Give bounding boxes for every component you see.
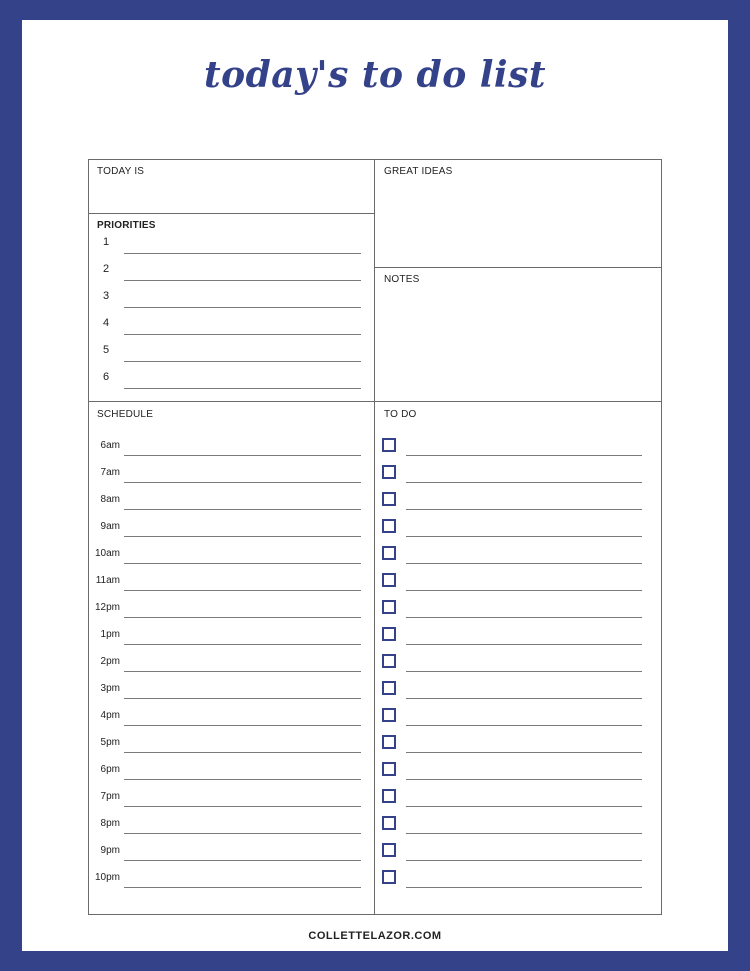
schedule-time: 7am <box>100 467 120 478</box>
priority-line[interactable] <box>124 334 361 335</box>
priority-line[interactable] <box>124 388 361 389</box>
schedule-time: 8am <box>100 494 120 505</box>
page-title: today's to do list <box>203 54 547 96</box>
schedule-line[interactable] <box>124 536 361 537</box>
priorities-label: PRIORITIES <box>97 220 156 231</box>
grid-divider-ideas <box>374 267 662 268</box>
todo-line[interactable] <box>406 887 642 888</box>
priority-line[interactable] <box>124 361 361 362</box>
schedule-line[interactable] <box>124 860 361 861</box>
schedule-line[interactable] <box>124 671 361 672</box>
schedule-time: 10pm <box>94 872 120 883</box>
todo-checkbox[interactable] <box>382 654 396 668</box>
schedule-line[interactable] <box>124 779 361 780</box>
todo-checkbox[interactable] <box>382 735 396 749</box>
schedule-line[interactable] <box>124 698 361 699</box>
notes-label: NOTES <box>384 274 420 285</box>
todo-checkbox[interactable] <box>382 816 396 830</box>
schedule-line[interactable] <box>124 617 361 618</box>
todo-line[interactable] <box>406 590 642 591</box>
priority-number: 5 <box>103 344 110 356</box>
todo-checkbox[interactable] <box>382 492 396 506</box>
grid-center-divider <box>374 159 375 915</box>
schedule-time: 1pm <box>100 629 120 640</box>
great-ideas-label: GREAT IDEAS <box>384 166 453 177</box>
todo-line[interactable] <box>406 833 642 834</box>
schedule-line[interactable] <box>124 644 361 645</box>
grid-divider-schedule <box>88 401 662 402</box>
today-is-label: TODAY IS <box>97 166 145 177</box>
todo-checkbox[interactable] <box>382 681 396 695</box>
schedule-time: 6pm <box>100 764 120 775</box>
schedule-time: 2pm <box>100 656 120 667</box>
todo-line[interactable] <box>406 779 642 780</box>
planner-grid <box>88 159 662 915</box>
schedule-time: 8pm <box>100 818 120 829</box>
todo-checkbox[interactable] <box>382 546 396 560</box>
grid-divider-today <box>88 213 375 214</box>
todo-line[interactable] <box>406 725 642 726</box>
schedule-time: 9pm <box>100 845 120 856</box>
schedule-time: 5pm <box>100 737 120 748</box>
schedule-line[interactable] <box>124 509 361 510</box>
schedule-line[interactable] <box>124 563 361 564</box>
schedule-time: 7pm <box>100 791 120 802</box>
todo-checkbox[interactable] <box>382 438 396 452</box>
todo-line[interactable] <box>406 509 642 510</box>
todo-line[interactable] <box>406 671 642 672</box>
schedule-line[interactable] <box>124 887 361 888</box>
todo-checkbox[interactable] <box>382 519 396 533</box>
todo-checkbox[interactable] <box>382 465 396 479</box>
schedule-line[interactable] <box>124 590 361 591</box>
schedule-time: 11am <box>95 575 120 586</box>
todo-line[interactable] <box>406 536 642 537</box>
priority-number: 2 <box>103 263 110 275</box>
schedule-line[interactable] <box>124 833 361 834</box>
schedule-line[interactable] <box>124 752 361 753</box>
schedule-time: 6am <box>100 440 120 451</box>
schedule-label: SCHEDULE <box>97 409 154 420</box>
todo-line[interactable] <box>406 482 642 483</box>
schedule-time: 4pm <box>100 710 120 721</box>
schedule-line[interactable] <box>124 482 361 483</box>
priority-line[interactable] <box>124 280 361 281</box>
todo-line[interactable] <box>406 806 642 807</box>
todo-line[interactable] <box>406 644 642 645</box>
todo-checkbox[interactable] <box>382 600 396 614</box>
priority-number: 4 <box>103 317 110 329</box>
schedule-time: 3pm <box>100 683 120 694</box>
priority-number: 1 <box>103 236 110 248</box>
todo-checkbox[interactable] <box>382 843 396 857</box>
schedule-time: 9am <box>100 521 120 532</box>
schedule-time: 12pm <box>94 602 120 613</box>
priority-number: 3 <box>103 290 110 302</box>
schedule-time: 10am <box>94 548 120 559</box>
priority-line[interactable] <box>124 253 361 254</box>
todo-line[interactable] <box>406 860 642 861</box>
todo-line[interactable] <box>406 698 642 699</box>
schedule-line[interactable] <box>124 455 361 456</box>
priority-line[interactable] <box>124 307 361 308</box>
todo-line[interactable] <box>406 563 642 564</box>
todo-checkbox[interactable] <box>382 789 396 803</box>
to-do-label: TO DO <box>384 409 417 420</box>
footer-website: COLLETTELAZOR.COM <box>308 930 442 942</box>
todo-checkbox[interactable] <box>382 708 396 722</box>
priority-number: 6 <box>103 371 110 383</box>
todo-line[interactable] <box>406 752 642 753</box>
schedule-line[interactable] <box>124 806 361 807</box>
todo-checkbox[interactable] <box>382 627 396 641</box>
todo-line[interactable] <box>406 455 642 456</box>
todo-line[interactable] <box>406 617 642 618</box>
todo-checkbox[interactable] <box>382 573 396 587</box>
todo-checkbox[interactable] <box>382 762 396 776</box>
schedule-line[interactable] <box>124 725 361 726</box>
todo-checkbox[interactable] <box>382 870 396 884</box>
